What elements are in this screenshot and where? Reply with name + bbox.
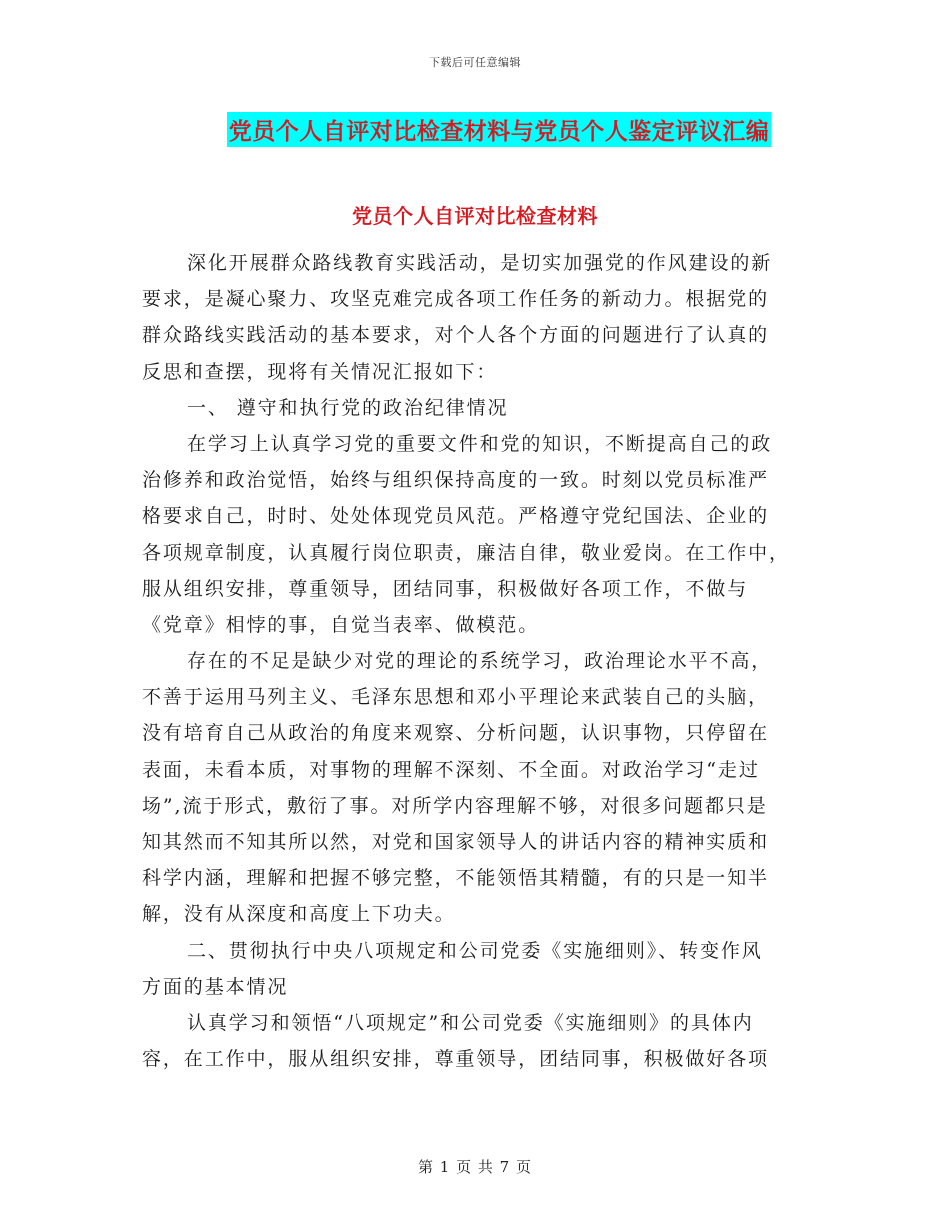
page-footer: 第 1 页 共 7 页 — [418, 1158, 532, 1176]
document-body — [142, 245, 808, 1077]
paragraph-line: 在学习上认真学习党的重要文件和党的知识，不断提高自己的政 — [187, 432, 773, 455]
main-title-wrap — [0, 112, 950, 147]
section-heading-2-cont: 方面的基本情况 — [142, 975, 289, 998]
paragraph-line: 知其然而不知其所以然，对党和国家领导人的讲话内容的精神实质和 — [142, 831, 770, 853]
paragraph-line: 深化开展群众路线教育实践活动，是切实加强党的作风建设的新 — [187, 252, 773, 274]
paragraph-line: 反思和查摆，现将有关情况汇报如下： — [142, 360, 498, 383]
paragraph-line: 场”,流于形式，敷衍了事。对所学内容理解不够，对很多问题都只是 — [142, 794, 768, 817]
paragraph-line: 《党章》相悖的事，自觉当表率、做模范。 — [142, 613, 540, 636]
paragraph-line: 服从组织安排，尊重领导，团结同事，积极做好各项工作，不做与 — [142, 577, 749, 600]
paragraph-line: 科学内涵，理解和把握不够完整，不能领悟其精髓，有的只是一知半 — [142, 867, 770, 890]
paragraph-line: 容，在工作中，服从组织安排，尊重领导，团结同事，积极做好各项 — [142, 1048, 770, 1071]
paragraph-line: 不善于运用马列主义、毛泽东思想和邓小平理论来武装自己的头脑， — [142, 686, 770, 709]
paragraph-line: 表面，未看本质，对事物的理解不深刻、不全面。对政治学习“走过 — [142, 758, 760, 781]
section-heading-2: 二、贯彻执行中央八项规定和公司党委《实施细则》、转变作风 — [187, 939, 763, 962]
page-header: 下载后可任意编辑 — [429, 56, 521, 69]
paragraph-line: 各项规章制度，认真履行岗位职责，廉洁自律，敬业爱岗。在工作中， — [142, 541, 790, 564]
paragraph-line: 要求，是凝心聚力、攻坚克难完成各项工作任务的新动力。根据党的 — [142, 288, 770, 311]
paragraph-line: 解，没有从深度和高度上下功夫。 — [142, 903, 456, 926]
paragraph-line: 认真学习和领悟“八项规定”和公司党委《实施细则》的具体内 — [187, 1011, 754, 1034]
section-heading-1: 一、 遵守和执行党的政治纪律情况 — [187, 396, 509, 419]
paragraph-line: 格要求自己，时时、处处体现党员风范。严格遵守党纪国法、企业的 — [142, 505, 770, 528]
paragraph-line: 存在的不足是缺少对党的理论的系统学习，政治理论水平不高， — [187, 650, 773, 673]
paragraph-line: 治修养和政治觉悟，始终与组织保持高度的一致。时刻以党员标准严 — [142, 469, 770, 492]
paragraph-line: 没有培育自己从政治的角度来观察、分析问题，认识事物，只停留在 — [142, 722, 770, 745]
section-title: 党员个人自评对比检查材料 — [352, 204, 598, 228]
paragraph-line: 群众路线实践活动的基本要求，对个人各个方面的问题进行了认真的 — [142, 324, 770, 347]
main-title: 党员个人自评对比检查材料与党员个人鉴定评议汇编 — [227, 112, 772, 147]
